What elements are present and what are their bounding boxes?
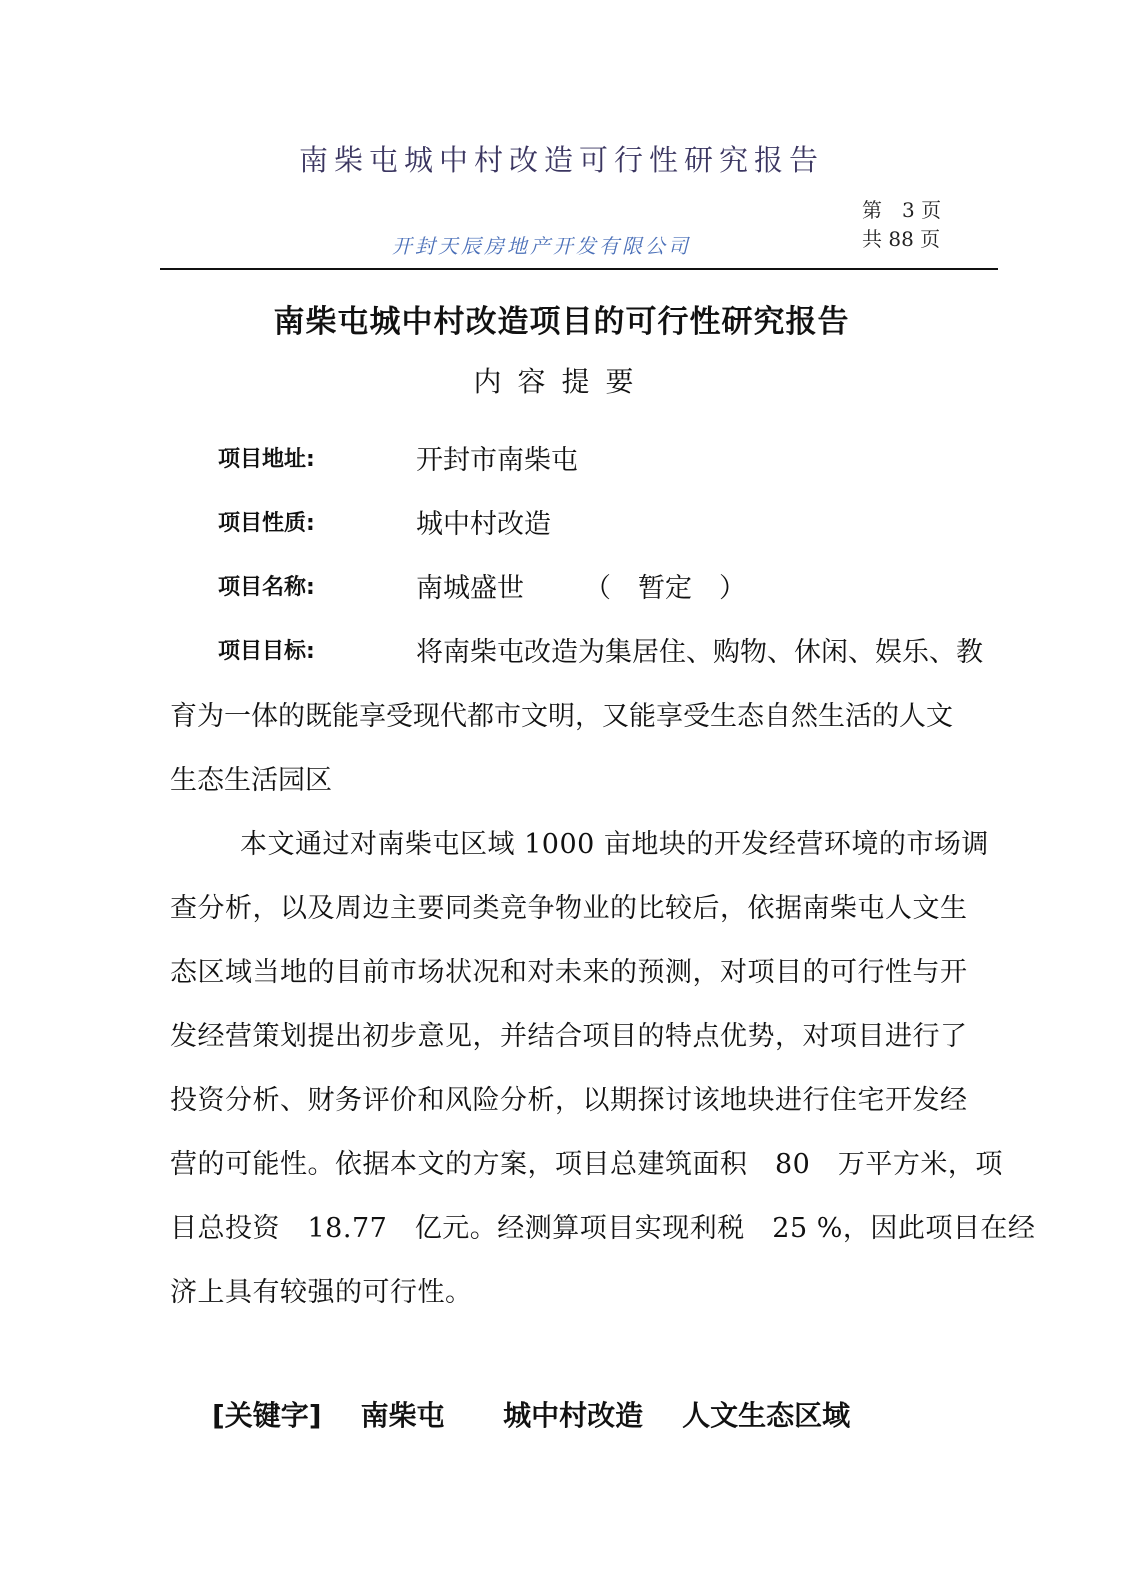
goal-continuation-line: 育为一体的既能享受现代都市文明，又能享受生态自然生活的人文 [170, 701, 953, 732]
page-current: 第 3 页 [862, 198, 942, 222]
abstract-line: 目总投资 18.77 亿元。经测算项目实现利税 25 %，因此项目在经 [170, 1213, 1036, 1244]
field-value-name: 南城盛世 [416, 573, 524, 604]
document-title: 南柴屯城中村改造项目的可行性研究报告 [273, 304, 850, 340]
abstract-line: 态区域当地的目前市场状况和对未来的预测，对项目的可行性与开 [170, 957, 968, 988]
abstract-line: 营的可能性。依据本文的方案，项目总建筑面积 80 万平方米，项 [170, 1149, 1003, 1180]
field-label-goal: 项目目标: [218, 639, 315, 664]
field-value-goal: 将南柴屯改造为集居住、购物、休闲、娱乐、教 [416, 637, 983, 668]
field-label-nature: 项目性质: [218, 511, 315, 536]
running-header-title: 南柴屯城中村改造可行性研究报告 [298, 143, 824, 177]
goal-continuation-line: 生态生活园区 [170, 765, 332, 796]
keywords-label: [关键字] [212, 1399, 322, 1432]
field-value-nature: 城中村改造 [416, 509, 551, 540]
field-value-address: 开封市南柴屯 [416, 445, 578, 476]
abstract-line: 投资分析、财务评价和风险分析，以期探讨该地块进行住宅开发经 [170, 1085, 968, 1116]
abstract-line: 查分析，以及周边主要同类竞争物业的比较后，依据南柴屯人文生 [170, 893, 968, 924]
abstract-line: 济上具有较强的可行性。 [170, 1277, 473, 1308]
section-subtitle: 内容提要 [473, 365, 650, 398]
company-name: 开封天辰房地产开发有限公司 [392, 234, 691, 258]
keyword-item: 城中村改造 [503, 1399, 644, 1432]
field-label-name: 项目名称: [218, 575, 315, 600]
page-total: 共 88 页 [862, 227, 941, 251]
field-label-address: 项目地址: [218, 447, 315, 472]
abstract-line: 本文通过对南柴屯区域 1000 亩地块的开发经营环境的市场调 [240, 829, 989, 860]
abstract-line: 发经营策划提出初步意见，并结合项目的特点优势，对项目进行了 [170, 1021, 968, 1052]
keywords-line [212, 1394, 850, 1434]
field-note-tentative: （ 暂定 ） [584, 573, 746, 604]
keyword-item: 南柴屯 [360, 1399, 445, 1432]
keyword-item: 人文生态区域 [682, 1399, 851, 1432]
header-rule [160, 268, 998, 270]
page-number-block [862, 196, 941, 254]
